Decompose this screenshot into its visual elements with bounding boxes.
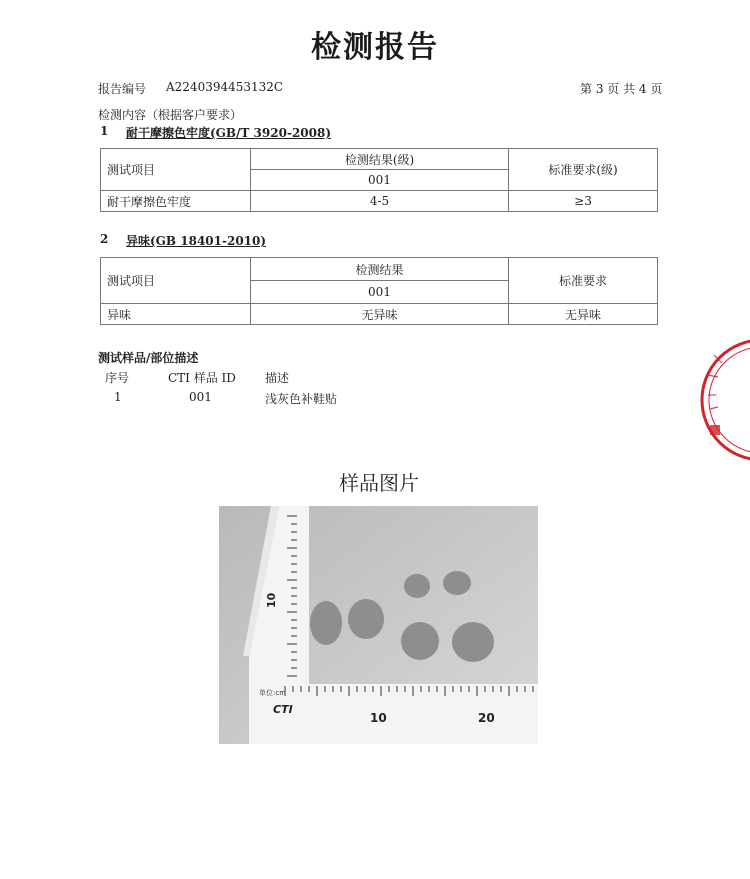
section2-col-result: 检测结果: [251, 258, 509, 281]
samples-row-no: 1: [114, 390, 122, 404]
samples-row-desc: 浅灰色补鞋贴: [265, 392, 338, 406]
section2-number: 2: [100, 232, 109, 246]
section1-table: [100, 148, 658, 212]
section1-sample-id: 001: [251, 170, 509, 191]
section2-col-item: 测试项目: [101, 258, 251, 304]
report-no: A2240394453132C: [166, 80, 284, 94]
sample-photo-graphic: [219, 506, 538, 744]
ruler-unit: 单位:cm: [259, 689, 287, 697]
section1-col-standard: 标准要求(级): [509, 149, 658, 191]
sample-photo: [219, 506, 538, 744]
section2-row-standard: 无异味: [509, 304, 658, 325]
section2-table: [100, 257, 658, 325]
section2-row-result: 无异味: [251, 304, 509, 325]
report-no-label: 报告编号: [98, 82, 147, 96]
samples-col-desc: 描述: [265, 371, 290, 385]
ruler-vtick-10: 10: [265, 592, 278, 608]
document-title: 检测报告: [311, 30, 439, 65]
section1-title: 耐干摩擦色牢度(GB/T 3920-2008): [126, 126, 332, 140]
ruler-tick-20: 20: [478, 711, 495, 725]
section2-row-item: 异味: [101, 304, 251, 325]
samples-col-id: CTI 样品 ID: [168, 371, 236, 385]
page-info: 第 3 页 共 4 页: [580, 82, 663, 96]
section1-row-standard: ≥3: [509, 191, 658, 212]
photo-caption: 样品图片: [339, 471, 419, 495]
section2-sample-id: 001: [251, 281, 509, 304]
section1-col-item: 测试项目: [101, 149, 251, 191]
samples-col-no: 序号: [105, 371, 130, 385]
content-heading: 检测内容（根据客户要求）: [98, 108, 243, 122]
samples-row-id: 001: [189, 390, 212, 404]
section1-row-item: 耐干摩擦色牢度: [101, 191, 251, 212]
ruler-brand: CTI: [273, 703, 293, 716]
section2-title: 异味(GB 18401-2010): [126, 234, 267, 248]
samples-heading: 测试样品/部位描述: [98, 351, 199, 365]
seal-stamp-graphic: [698, 335, 750, 465]
section2-col-standard: 标准要求: [509, 258, 658, 304]
section1-col-result: 检测结果(级): [251, 149, 509, 170]
section1-number: 1: [100, 124, 109, 138]
ruler-tick-10: 10: [370, 711, 387, 725]
seal-stamp: [698, 335, 750, 465]
section1-row-result: 4-5: [251, 191, 509, 212]
